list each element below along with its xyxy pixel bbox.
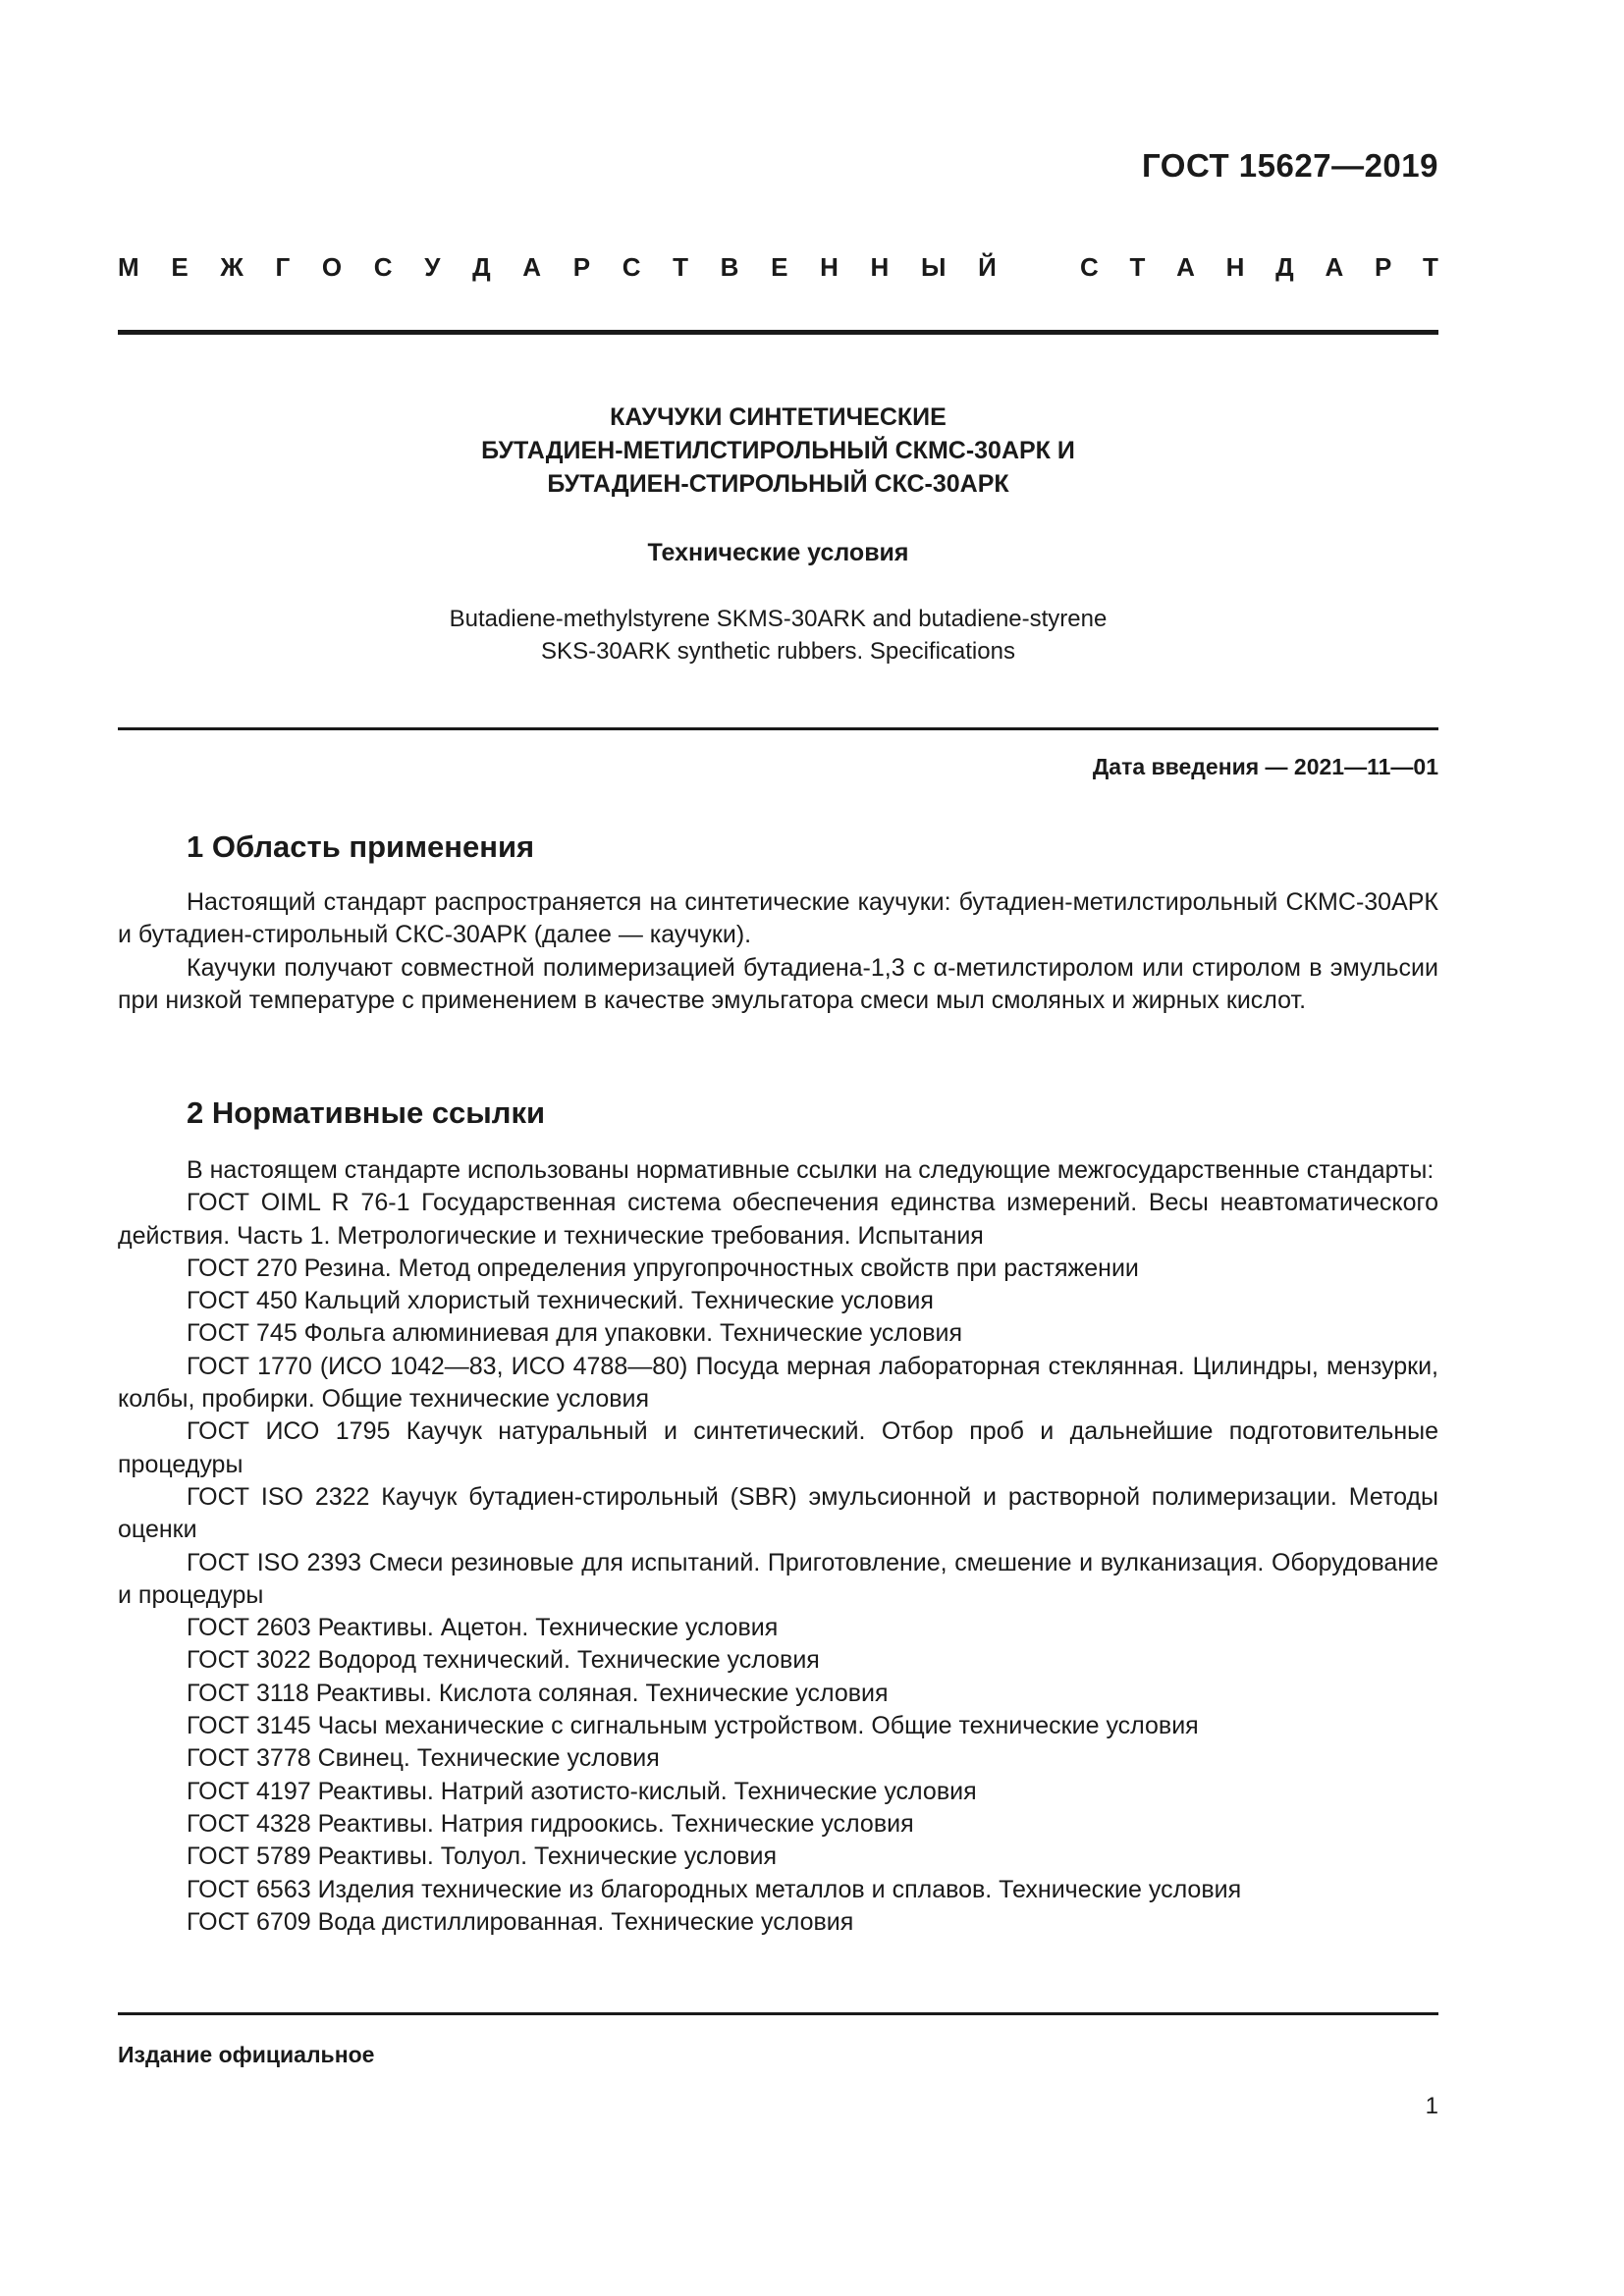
reference-item: ГОСТ 4197 Реактивы. Натрий азотисто-кислый. Технические условия — [187, 1777, 977, 1805]
banner-letter: Н — [820, 252, 839, 282]
banner-letter: Ж — [220, 252, 244, 282]
banner-letter: Т — [673, 252, 689, 282]
banner-letter: С — [622, 252, 641, 282]
reference-item: ГОСТ 745 Фольга алюминиевая для упаковки. Технические условия — [187, 1319, 962, 1348]
banner-letter: А — [522, 252, 542, 282]
section-2-heading: 2 Нормативные ссылки — [187, 1095, 546, 1130]
banner-letter: Т — [1423, 252, 1438, 282]
reference-item: ГОСТ 450 Кальций хлористый технический. Технические условия — [187, 1287, 934, 1315]
reference-item: ГОСТ 1770 (ИСО 1042—83, ИСО 4788—80) Посуда мерная лабораторная стеклянная. Цилиндры, мензурки, колбы, пробирки. Общие технические условия — [118, 1352, 1438, 1414]
section-1-body — [118, 886, 1438, 1017]
banner-letter: Д — [1275, 252, 1294, 282]
title-english — [118, 603, 1438, 667]
reference-item: ГОСТ 6709 Вода дистиллированная. Технические условия — [187, 1907, 854, 1936]
paragraph: Каучуки получают совместной полимеризацией бутадиена-1,3 с α-метилстиролом или стиролом в эмульсии при низкой температуре с применением в качестве эмульгатора смеси мыл смоляных и жирных кислот. — [118, 953, 1438, 1014]
reference-item: ГОСТ ИСО 1795 Каучук натуральный и синтетический. Отбор проб и дальнейшие подготовительные процедуры — [118, 1417, 1438, 1478]
reference-item: ГОСТ 270 Резина. Метод определения упругопрочностных свойств при растяжении — [187, 1254, 1139, 1282]
banner-word-standard — [1080, 252, 1438, 283]
title-divider — [118, 727, 1438, 730]
paragraph: В настоящем стандарте использованы нормативные ссылки на следующие межгосударственные стандарты: — [187, 1156, 1435, 1184]
banner-letter: В — [720, 252, 739, 282]
header-divider — [118, 330, 1438, 335]
banner-letter: Р — [1374, 252, 1392, 282]
standard-banner — [118, 252, 1438, 283]
banner-letter: Е — [771, 252, 788, 282]
reference-item: ГОСТ 3022 Водород технический. Технические условия — [187, 1646, 820, 1675]
footer-divider — [118, 2012, 1438, 2015]
reference-item: ГОСТ 3145 Часы механические с сигнальным устройством. Общие технические условия — [187, 1712, 1199, 1740]
reference-item: ГОСТ ISO 2393 Смеси резиновые для испытаний. Приготовление, смешение и вулканизация. Оборудование и процедуры — [118, 1548, 1438, 1609]
banner-letter: М — [118, 252, 139, 282]
reference-item: ГОСТ ISO 2322 Каучук бутадиен-стирольный (SBR) эмульсионной и растворной полимеризации. Методы оценки — [118, 1482, 1438, 1544]
official-edition-label: Издание официальное — [118, 2042, 375, 2067]
title-line: БУТАДИЕН-СТИРОЛЬНЫЙ СКС-30АРК — [547, 470, 1009, 498]
reference-item: ГОСТ OIML R 76-1 Государственная система обеспечения единства измерений. Весы неавтоматического действия. Часть 1. Метрологические и технические требования. Испытания — [118, 1189, 1438, 1250]
reference-item: ГОСТ 2603 Реактивы. Ацетон. Технические условия — [187, 1614, 779, 1642]
banner-letter: Е — [171, 252, 189, 282]
reference-item: ГОСТ 5789 Реактивы. Толуол. Технические условия — [187, 1842, 777, 1871]
banner-word-interstate — [118, 252, 997, 283]
banner-letter: А — [1176, 252, 1195, 282]
banner-letter: Ы — [920, 252, 947, 282]
reference-item: ГОСТ 6563 Изделия технические из благородных металлов и сплавов. Технические условия — [187, 1875, 1242, 1903]
banner-letter: А — [1325, 252, 1344, 282]
banner-letter: Н — [1225, 252, 1245, 282]
title-block — [118, 400, 1438, 667]
introduction-date: Дата введения — 2021—11—01 — [1092, 754, 1438, 779]
document-page — [118, 0, 1438, 2296]
paragraph: Настоящий стандарт распространяется на синтетические каучуки: бутадиен-метилстирольный СКМС-30АРК и бутадиен-стирольный СКС-30АРК (далее — каучуки). — [118, 888, 1438, 949]
banner-letter: У — [424, 252, 441, 282]
banner-letter: Г — [275, 252, 291, 282]
document-number: ГОСТ 15627—2019 — [1142, 147, 1438, 184]
title-subtitle: Технические условия — [647, 539, 909, 566]
reference-item: ГОСТ 4328 Реактивы. Натрия гидроокись. Технические условия — [187, 1809, 914, 1838]
reference-item: ГОСТ 3778 Свинец. Технические условия — [187, 1744, 660, 1773]
banner-letter: Р — [572, 252, 591, 282]
banner-letter: Т — [1129, 252, 1146, 282]
banner-letter: С — [1080, 252, 1099, 282]
banner-letter: Д — [472, 252, 491, 282]
title-line: БУТАДИЕН-МЕТИЛСТИРОЛЬНЫЙ СКМС-30АРК И — [481, 437, 1075, 464]
title-english-line: Butadiene-methylstyrene SKMS-30ARK and butadiene-styrene — [449, 606, 1108, 632]
section-2-body — [118, 1154, 1438, 1939]
banner-letter: С — [373, 252, 393, 282]
page-number: 1 — [1425, 2093, 1438, 2119]
banner-letter: Й — [978, 252, 997, 282]
section-1-heading: 1 Область применения — [187, 829, 535, 864]
reference-item: ГОСТ 3118 Реактивы. Кислота соляная. Технические условия — [187, 1679, 889, 1707]
title-line: КАУЧУКИ СИНТЕТИЧЕСКИЕ — [610, 403, 947, 431]
title-english-line: SKS-30ARK synthetic rubbers. Specifications — [541, 638, 1015, 665]
banner-letter: Н — [870, 252, 890, 282]
banner-letter: О — [321, 252, 343, 282]
